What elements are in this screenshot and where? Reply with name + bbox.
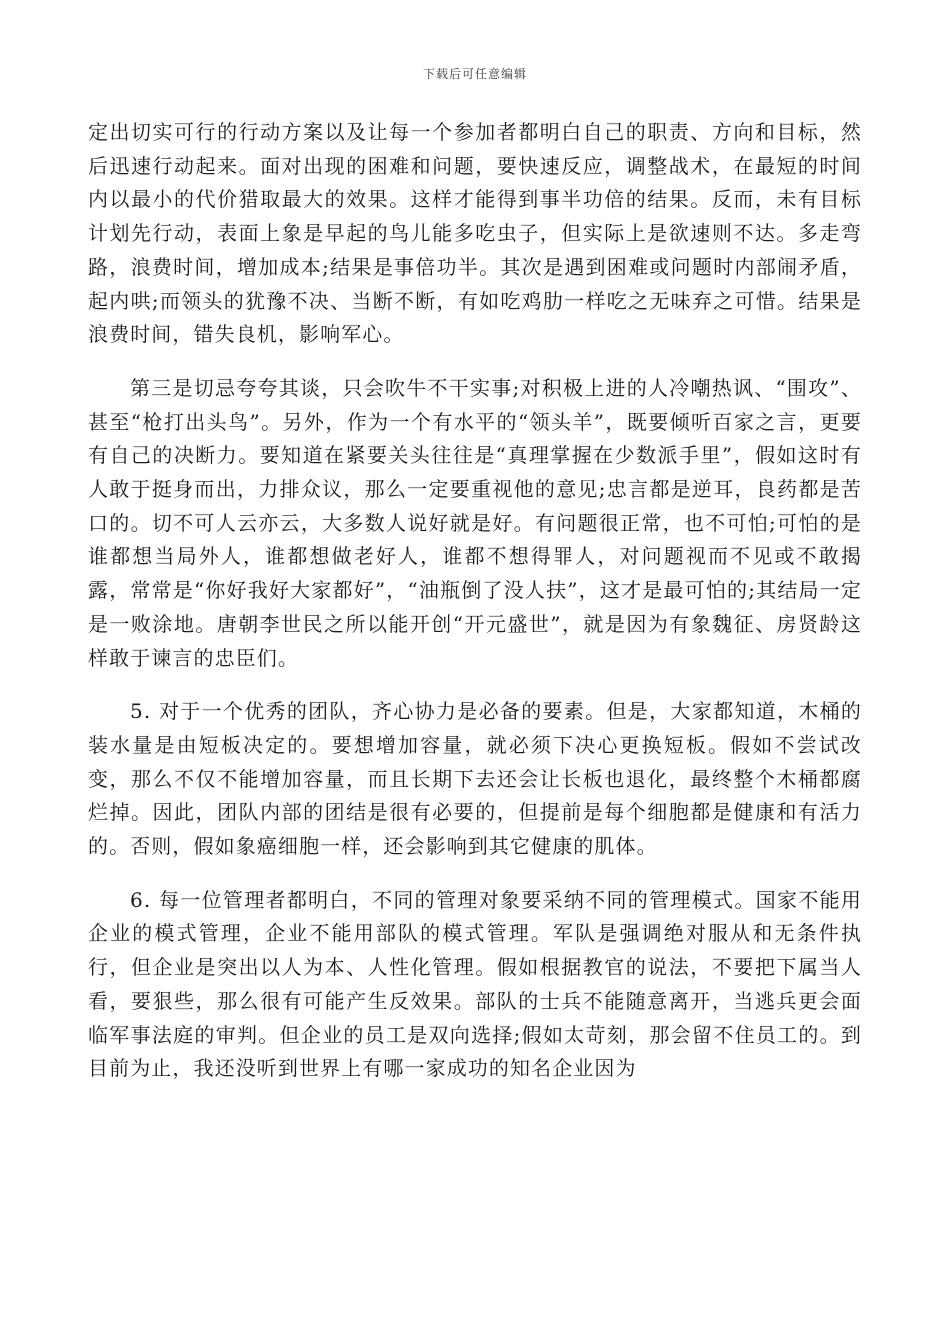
paragraph-continuation: 定出切实可行的行动方案以及让每一个参加者都明白自己的职责、方向和目标，然后迅速行动起来。面对出现的困难和问题，要快速反应，调整战术，在最短的时间内以最小的代价猎取最大的效果。这样才能得到事半功倍的结果。反而，未有目标计划先行动，表面上象是早起的鸟儿能多吃虫子，但实际上是欲速则不达。多走弯路，浪费时间，增加成本;结果是事倍功半。其次是遇到困难或问题时内部闹矛盾，起内哄;而领头的犹豫不决、当断不断，有如吃鸡肋一样吃之无味弃之可惜。结果是浪费时间，错失良机，影响军心。 <box>88 120 862 347</box>
paragraph-item-6: 6. 每一位管理者都明白，不同的管理对象要采纳不同的管理模式。国家不能用企业的模式管理，企业不能用部队的模式管理。军队是强调绝对服从和无条件执行，但企业是突出以人为本、人性化管理。假如根据教官的说法，不要把下属当人看，要狠些，那么很有可能产生反效果。部队的士兵不能随意离开，当逃兵更会面临军事法庭的审判。但企业的员工是双向选择;假如太苛刻，那会留不住员工的。到目前为止，我还没听到世界上有哪一家成功的知名企业因为 <box>88 887 862 1081</box>
paragraph-third-point: 第三是切忌夸夸其谈，只会吹牛不干实事;对积极上进的人冷嘲热讽、“围攻”、甚至“枪打出头鸟”。另外，作为一个有水平的“领头羊”，既要倾听百家之言，更要有自己的决断力。要知道在紧要关头往往是“真理掌握在少数派手里”，假如这时有人敢于挺身而出，力排众议，那么一定要重视他的意见;忠言都是逆耳，良药都是苦口的。切不可人云亦云，大多数人说好就是好。有问题很正常，也不可怕;可怕的是谁都想当局外人，谁都想做老好人，谁都不想得罪人，对问题视而不见或不敢揭露，常常是“你好我好大家都好”，“油瓶倒了没人扶”，这才是最可怕的;其结局一定是一败涂地。唐朝李世民之所以能开创“开元盛世”，就是因为有象魏征、房贤龄这样敢于谏言的忠臣们。 <box>88 375 862 670</box>
page-header: 下载后可任意编辑 <box>422 67 527 81</box>
paragraph-item-5: 5. 对于一个优秀的团队，齐心协力是必备的要素。但是，大家都知道，木桶的装水量是由短板决定的。要想增加容量，就必须下决心更换短板。假如不尝试改变，那么不仅不能增加容量，而且长期下去还会让长板也退化，最终整个木桶都腐烂掉。因此，团队内部的团结是很有必要的，但提前是每个细胞都是健康和有活力的。否则，假如象癌细胞一样，还会影响到其它健康的肌体。 <box>88 699 862 859</box>
document-body <box>88 116 862 1106</box>
